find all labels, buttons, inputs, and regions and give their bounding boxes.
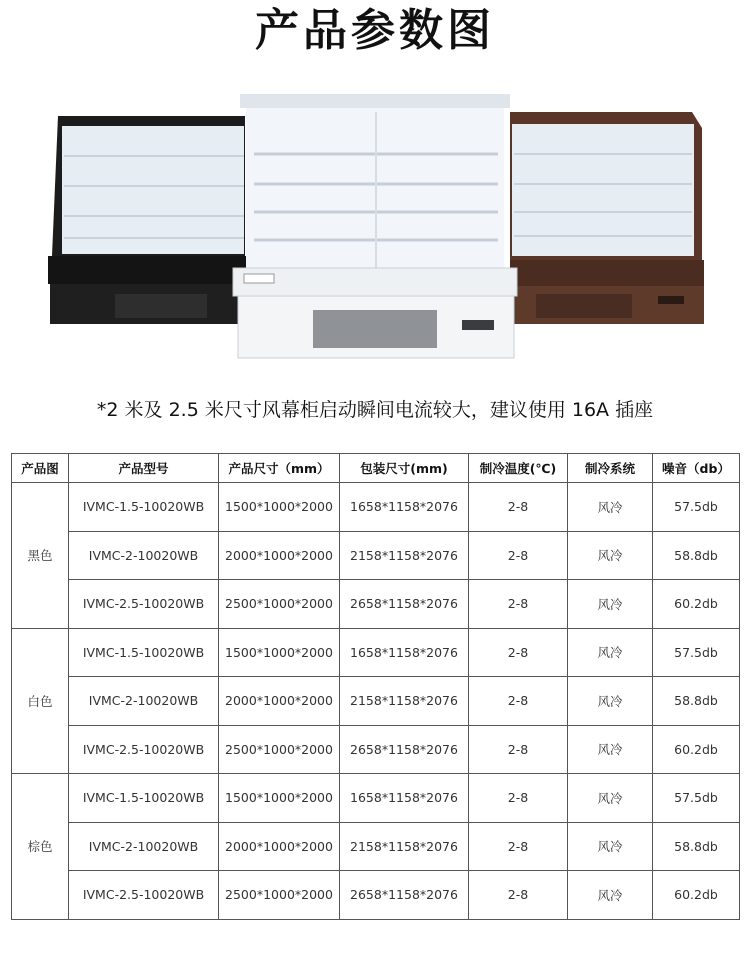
header-cooling-system: 制冷系统 xyxy=(568,454,653,483)
product-size-cell: 2000*1000*2000 xyxy=(219,677,340,726)
product-size-cell: 2500*1000*2000 xyxy=(219,871,340,920)
package-size-cell: 1658*1158*2076 xyxy=(340,483,469,532)
temperature-cell: 2-8 xyxy=(469,628,568,677)
model-cell: IVMC-2-10020WB xyxy=(69,531,219,580)
white-cabinet xyxy=(233,94,517,358)
cooling-system-cell: 风冷 xyxy=(568,871,653,920)
model-cell: IVMC-2-10020WB xyxy=(69,822,219,871)
cooling-system-cell: 风冷 xyxy=(568,725,653,774)
product-size-cell: 2500*1000*2000 xyxy=(219,725,340,774)
cooling-system-cell: 风冷 xyxy=(568,628,653,677)
header-product-image: 产品图 xyxy=(12,454,69,483)
cooling-system-cell: 风冷 xyxy=(568,483,653,532)
group-label-black: 黑色 xyxy=(12,483,69,629)
product-size-cell: 2000*1000*2000 xyxy=(219,822,340,871)
model-cell: IVMC-2-10020WB xyxy=(69,677,219,726)
product-photo-showcase xyxy=(40,88,710,372)
product-size-cell: 1500*1000*2000 xyxy=(219,628,340,677)
package-size-cell: 2658*1158*2076 xyxy=(340,871,469,920)
cooling-system-cell: 风冷 xyxy=(568,822,653,871)
table-row xyxy=(12,725,740,774)
package-size-cell: 2158*1158*2076 xyxy=(340,531,469,580)
temperature-cell: 2-8 xyxy=(469,483,568,532)
table-row xyxy=(12,871,740,920)
model-cell: IVMC-2.5-10020WB xyxy=(69,725,219,774)
noise-cell: 60.2db xyxy=(653,725,740,774)
brown-cabinet xyxy=(510,112,704,324)
model-cell: IVMC-2.5-10020WB xyxy=(69,871,219,920)
product-size-cell: 2500*1000*2000 xyxy=(219,580,340,629)
header-model: 产品型号 xyxy=(69,454,219,483)
table-header-row xyxy=(12,454,740,483)
model-cell: IVMC-2.5-10020WB xyxy=(69,580,219,629)
temperature-cell: 2-8 xyxy=(469,871,568,920)
package-size-cell: 1658*1158*2076 xyxy=(340,628,469,677)
table-row xyxy=(12,822,740,871)
package-size-cell: 2158*1158*2076 xyxy=(340,677,469,726)
header-package-size: 包装尺寸(mm) xyxy=(340,454,469,483)
noise-cell: 57.5db xyxy=(653,483,740,532)
package-size-cell: 2658*1158*2076 xyxy=(340,580,469,629)
group-label-white: 白色 xyxy=(12,628,69,774)
table-row xyxy=(12,580,740,629)
header-temperature: 制冷温度(℃) xyxy=(469,454,568,483)
product-size-cell: 1500*1000*2000 xyxy=(219,483,340,532)
package-size-cell: 1658*1158*2076 xyxy=(340,774,469,823)
noise-cell: 58.8db xyxy=(653,531,740,580)
temperature-cell: 2-8 xyxy=(469,580,568,629)
page-title: 产品参数图 xyxy=(255,5,495,56)
noise-cell: 58.8db xyxy=(653,677,740,726)
cooling-system-cell: 风冷 xyxy=(568,580,653,629)
package-size-cell: 2658*1158*2076 xyxy=(340,725,469,774)
table-row xyxy=(12,483,740,532)
noise-cell: 57.5db xyxy=(653,774,740,823)
table-row xyxy=(12,531,740,580)
temperature-cell: 2-8 xyxy=(469,531,568,580)
cooling-system-cell: 风冷 xyxy=(568,774,653,823)
table-row xyxy=(12,677,740,726)
model-cell: IVMC-1.5-10020WB xyxy=(69,483,219,532)
temperature-cell: 2-8 xyxy=(469,822,568,871)
temperature-cell: 2-8 xyxy=(469,774,568,823)
header-product-size: 产品尺寸（mm） xyxy=(219,454,340,483)
noise-cell: 60.2db xyxy=(653,580,740,629)
table-row xyxy=(12,628,740,677)
group-label-brown: 棕色 xyxy=(12,774,69,920)
table-row xyxy=(12,774,740,823)
noise-cell: 58.8db xyxy=(653,822,740,871)
model-cell: IVMC-1.5-10020WB xyxy=(69,628,219,677)
noise-cell: 57.5db xyxy=(653,628,740,677)
header-noise: 噪音（db） xyxy=(653,454,740,483)
temperature-cell: 2-8 xyxy=(469,677,568,726)
spec-table xyxy=(11,453,740,920)
package-size-cell: 2158*1158*2076 xyxy=(340,822,469,871)
product-size-cell: 1500*1000*2000 xyxy=(219,774,340,823)
cooling-system-cell: 风冷 xyxy=(568,531,653,580)
noise-cell: 60.2db xyxy=(653,871,740,920)
product-size-cell: 2000*1000*2000 xyxy=(219,531,340,580)
black-cabinet xyxy=(48,116,248,324)
power-socket-note: *2 米及 2.5 米尺寸风幕柜启动瞬间电流较大，建议使用 16A 插座 xyxy=(96,399,654,421)
model-cell: IVMC-1.5-10020WB xyxy=(69,774,219,823)
cooling-system-cell: 风冷 xyxy=(568,677,653,726)
temperature-cell: 2-8 xyxy=(469,725,568,774)
